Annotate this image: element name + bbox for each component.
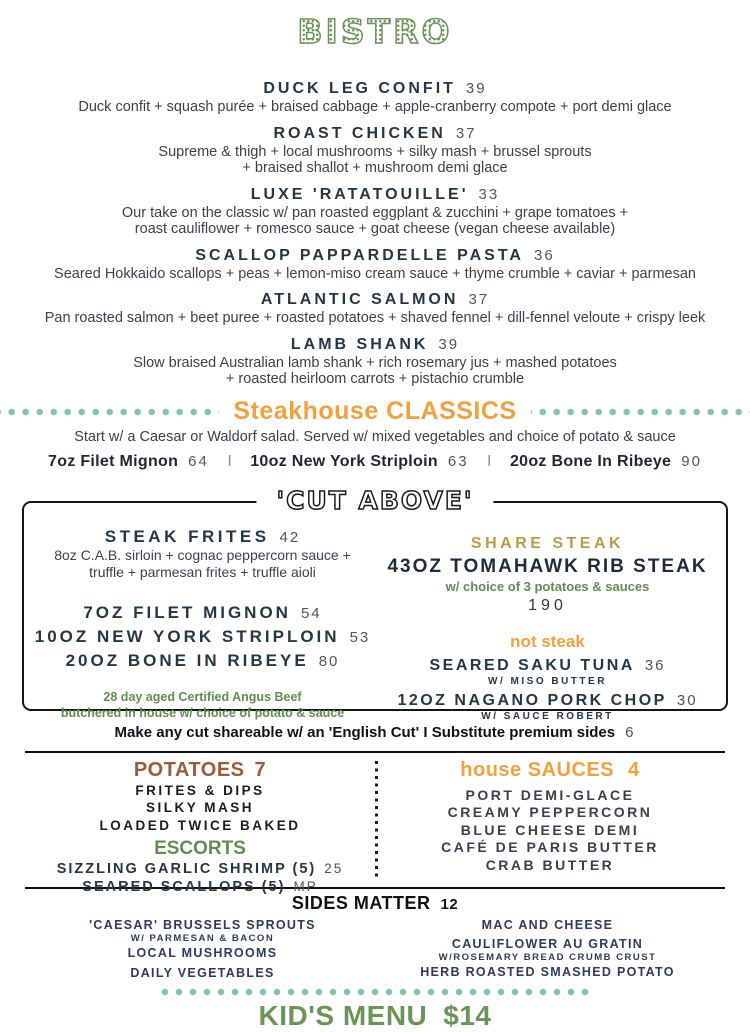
dish-desc-line: + roasted heirloom carrots + pistachio crumble xyxy=(225,371,525,388)
dish-name-row xyxy=(0,289,750,310)
dish-desc-line: roast cauliflower + romesco sauce + goat cheese (vegan cheese available) xyxy=(134,221,616,238)
angus-note xyxy=(30,689,375,721)
side-item: 'CAESAR' BRUSSELS SPROUTS xyxy=(89,917,316,932)
dish-price: 33 xyxy=(478,185,500,203)
bistro-section xyxy=(0,78,750,388)
classic-cut-name: 20oz Bone In Ribeye xyxy=(509,452,672,470)
dish-name: SCALLOP PAPPARDELLE PASTA xyxy=(195,246,524,264)
potato-item: FRITES & DIPS xyxy=(135,782,265,798)
classic-cut-price: 90 xyxy=(681,452,702,470)
shareable-footnote xyxy=(0,724,750,741)
box-cut-price: 53 xyxy=(349,628,371,646)
cut-above-left-column xyxy=(30,526,375,720)
dish-name-row xyxy=(0,123,750,144)
box-cuts-list xyxy=(30,601,375,673)
dish-price: 39 xyxy=(465,80,487,98)
kids-menu-row xyxy=(0,1000,750,1032)
sauce-item: BLUE CHEESE DEMI xyxy=(460,821,640,838)
shareable-price: 6 xyxy=(625,723,636,741)
dish-name-row xyxy=(0,184,750,205)
dish-price: 37 xyxy=(455,124,477,142)
box-cut-row xyxy=(30,625,375,649)
sauces-price: 4 xyxy=(628,758,640,781)
dish-desc-line: + braised shallot + mushroom demi glace xyxy=(242,160,508,177)
kids-menu-price: $14 xyxy=(443,999,492,1031)
classics-subtitle: Start w/ a Caesar or Waldorf salad. Served w/ mixed vegetables and choice of potato & sauce xyxy=(74,428,676,445)
side-item-subtext: W/ROSEMARY BREAD CRUMB CRUST xyxy=(438,951,657,963)
not-steak-price: 30 xyxy=(676,691,698,709)
side-item: HERB ROASTED SMASHED POTATO xyxy=(420,964,675,979)
steak-frites-row xyxy=(30,527,375,547)
not-steak-row xyxy=(375,692,720,710)
dish-scallop-pappardelle xyxy=(0,245,750,283)
cut-above-title: 'CUT ABOVE' xyxy=(256,486,493,515)
classics-title: Steakhouse CLASSICS xyxy=(233,397,517,426)
potato-item: LOADED TWICE BAKED xyxy=(99,817,301,833)
box-cut-row xyxy=(30,649,375,673)
potato-item: SILKY MASH xyxy=(145,800,254,816)
steak-frites-desc-line: truffle + parmesan frites + truffle aioli xyxy=(89,563,316,580)
box-cut-row xyxy=(30,601,375,625)
escort-row xyxy=(25,878,375,896)
classic-cut-price: 63 xyxy=(447,452,469,470)
tomahawk-name: 43OZ TOMAHAWK RIB STEAK xyxy=(387,555,708,577)
escorts-title: ESCORTS xyxy=(154,838,246,860)
sauces-title-row xyxy=(375,759,725,782)
share-steak-heading: SHARE STEAK xyxy=(470,534,625,552)
dish-name: LAMB SHANK xyxy=(290,335,429,353)
dish-name: ROAST CHICKEN xyxy=(273,124,446,142)
dish-name-row xyxy=(0,245,750,266)
not-steak-subtext: W/ MISO BUTTER xyxy=(488,675,607,687)
dot-divider-left xyxy=(0,406,219,418)
dish-price: 39 xyxy=(438,335,460,353)
page-title: BISTRO xyxy=(0,10,750,56)
angus-note-line: butchered in house w/ choice of potato & sauce xyxy=(60,705,345,720)
classic-cut-name: 7oz Filet Mignon xyxy=(48,452,179,470)
sides-columns xyxy=(30,917,720,981)
not-steak-name: 12OZ NAGANO PORK CHOP xyxy=(397,691,667,709)
sauces-column xyxy=(375,759,725,877)
shareable-text: Make any cut shareable w/ an 'English Cut' I Substitute premium sides xyxy=(114,723,616,741)
box-cut-name: 10OZ NEW YORK STRIPLOIN xyxy=(34,626,340,646)
not-steak-subtext: W/ SAUCE ROBERT xyxy=(481,710,614,722)
sides-right-column xyxy=(375,917,720,981)
dish-atlantic-salmon xyxy=(0,289,750,327)
dish-duck-leg-confit xyxy=(0,78,750,116)
sauces-title: house SAUCES xyxy=(460,758,615,781)
not-steak-heading: not steak xyxy=(510,631,585,651)
box-cut-price: 80 xyxy=(318,652,340,670)
sauces-list xyxy=(375,787,725,875)
vertical-dot-divider xyxy=(375,761,378,879)
dish-name-row xyxy=(0,78,750,99)
dish-desc-line: Duck confit + squash purée + braised cabbage + apple-cranberry compote + port demi glace xyxy=(78,99,672,116)
angus-note-line: 28 day aged Certified Angus Beef xyxy=(103,689,302,704)
menu-page xyxy=(0,10,750,1032)
dish-name: DUCK LEG CONFIT xyxy=(263,80,456,98)
sauce-item: CAFÉ DE PARIS BUTTER xyxy=(441,839,659,856)
dot-divider-bottom xyxy=(160,986,590,998)
dish-name: ATLANTIC SALMON xyxy=(260,291,459,309)
side-item-subtext: W/ PARMESAN & BACON xyxy=(130,932,275,944)
sauce-item: PORT DEMI-GLACE xyxy=(465,786,635,803)
not-steak-price: 36 xyxy=(644,656,666,674)
box-cut-price: 54 xyxy=(300,604,322,622)
box-cut-name: 7OZ FILET MIGNON xyxy=(83,602,291,622)
classics-header xyxy=(0,397,750,427)
sauce-item: CRAB BUTTER xyxy=(485,856,615,873)
potatoes-price: 7 xyxy=(254,758,267,781)
side-item: LOCAL MUSHROOMS xyxy=(127,945,278,960)
side-item: DAILY VEGETABLES xyxy=(130,965,275,980)
steak-frites-name: STEAK FRITES xyxy=(104,526,270,546)
dish-price: 36 xyxy=(533,246,555,264)
sauce-item: CREAMY PEPPERCORN xyxy=(447,804,653,821)
sides-title: SIDES MATTER xyxy=(291,892,431,913)
dish-desc-line: Pan roasted salmon + beet puree + roasted potatoes + shaved fennel + dill-fennel veloute + crispy leek xyxy=(44,310,706,327)
classic-cut-price: 64 xyxy=(188,452,209,470)
dish-roast-chicken xyxy=(0,123,750,177)
dish-desc-line: Seared Hokkaido scallops + peas + lemon-miso cream sauce + thyme crumble + caviar + parmesan xyxy=(54,265,696,282)
dish-desc-line: Our take on the classic w/ pan roasted eggplant & zucchini + grape tomatoes + xyxy=(121,204,629,221)
dish-luxe-ratatouille xyxy=(0,184,750,238)
tomahawk-price: 190 xyxy=(528,596,567,614)
dish-desc-line: Slow braised Australian lamb shank + rich rosemary jus + mashed potatoes xyxy=(133,354,617,371)
dish-name: LUXE 'RATATOUILLE' xyxy=(250,185,469,203)
sides-left-column xyxy=(30,917,375,981)
sides-section xyxy=(0,893,750,981)
escort-row xyxy=(25,860,375,878)
escort-name: SIZZLING GARLIC SHRIMP (5) xyxy=(56,861,317,878)
kids-menu-title: KID'S MENU xyxy=(258,999,428,1031)
sides-price: 12 xyxy=(440,895,459,913)
cut-above-box xyxy=(22,485,728,722)
side-item: MAC AND CHEESE xyxy=(481,917,614,932)
cut-separator: I xyxy=(227,452,232,470)
escort-price: MP xyxy=(293,879,318,895)
not-steak-name: SEARED SAKU TUNA xyxy=(429,656,635,674)
dish-desc-line: Supreme & thigh + local mushrooms + silky mash + brussel sprouts xyxy=(158,143,592,160)
steak-frites-price: 42 xyxy=(279,528,301,546)
escort-name: SEARED SCALLOPS (5) xyxy=(82,879,286,896)
cut-separator: I xyxy=(487,452,492,470)
potatoes-title: POTATOES xyxy=(133,758,245,781)
potatoes-title-row xyxy=(25,759,375,782)
cut-above-columns xyxy=(30,526,720,722)
dish-name-row xyxy=(0,334,750,355)
steak-frites-desc-line: 8oz C.A.B. sirloin + cognac peppercorn sauce + xyxy=(54,546,351,563)
dot-divider-right xyxy=(531,406,750,418)
side-item: CAULIFLOWER AU GRATIN xyxy=(451,936,644,951)
potatoes-column xyxy=(25,758,375,896)
classics-cuts-row xyxy=(0,453,750,471)
dish-lamb-shank xyxy=(0,334,750,388)
escort-price: 25 xyxy=(324,861,344,877)
box-cut-name: 20OZ BONE IN RIBEYE xyxy=(65,650,309,670)
not-steak-row xyxy=(375,657,720,675)
classic-cut-name: 10oz New York Striploin xyxy=(250,452,438,470)
dish-price: 37 xyxy=(468,291,490,309)
potatoes-sauces-section xyxy=(25,751,725,896)
cut-above-right-column xyxy=(375,527,720,722)
tomahawk-subtext: w/ choice of 3 potatoes & sauces xyxy=(445,578,650,594)
